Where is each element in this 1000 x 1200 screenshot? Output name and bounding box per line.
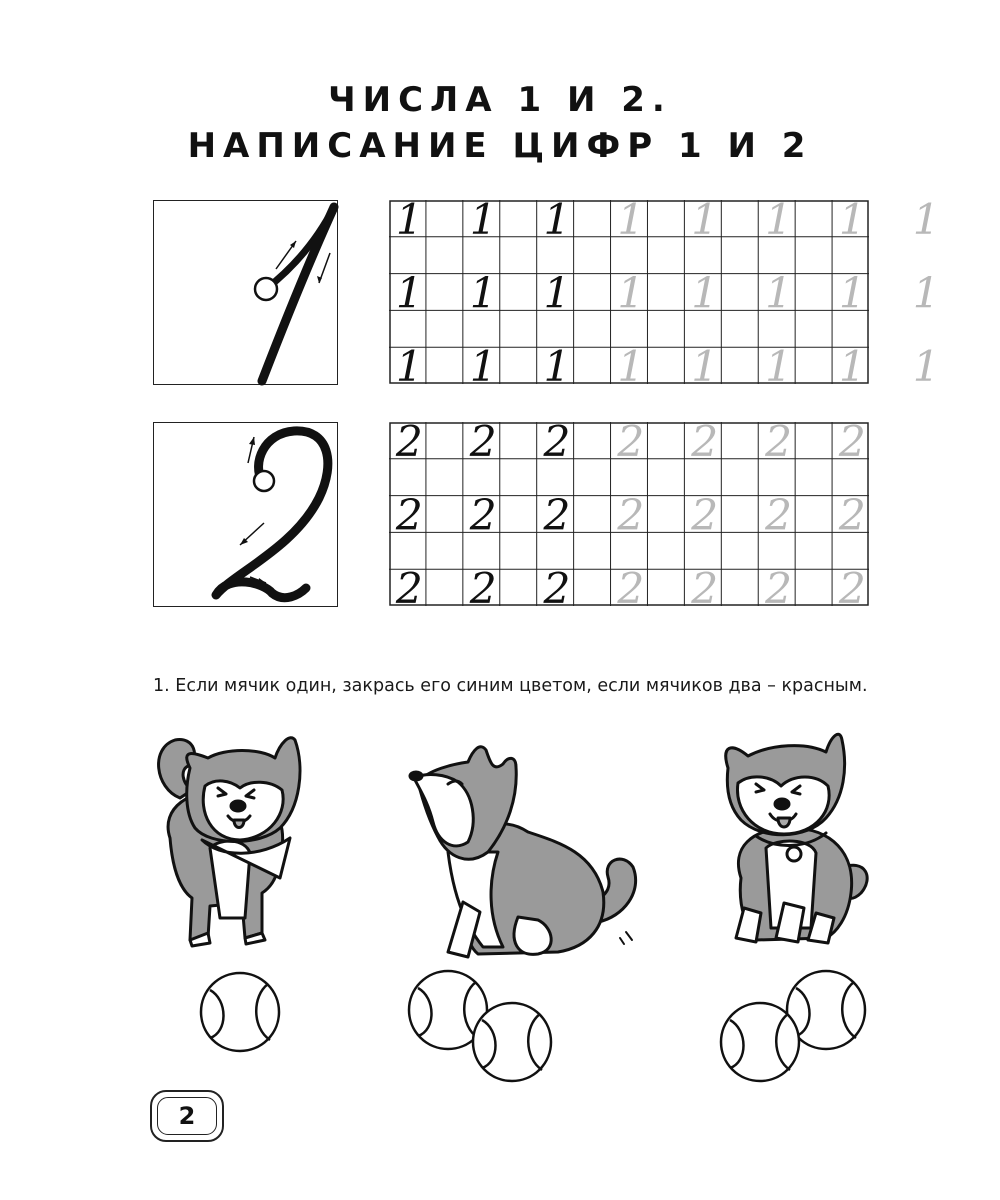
tennis-ball-icon[interactable] [718,1000,802,1084]
sample-digit: 2 [543,490,571,540]
sample-digit: 2 [469,564,497,614]
digit-two-stroke-diagram [154,423,337,606]
trace-digit: 1 [765,194,792,244]
sample-digit: 1 [543,342,571,392]
tennis-ball-icon[interactable] [198,970,282,1054]
sample-digit: 1 [395,268,423,318]
digit-two-writing-grid[interactable] [389,416,869,614]
trace-digit: 1 [691,268,719,318]
sample-digit: 2 [469,416,497,466]
page-title-line-1: ЧИСЛА 1 И 2. [328,80,672,120]
shiba-dog-standing-icon [150,728,310,950]
digit-one-model-box [153,200,338,385]
page-number-badge [150,1090,224,1142]
sample-digit: 1 [469,268,497,318]
tennis-ball-icon[interactable] [470,1000,554,1084]
sample-digit: 2 [543,416,571,466]
digit-two-model-box [153,422,338,607]
trace-digit: 1 [912,342,940,392]
trace-digit: 1 [838,268,866,318]
trace-digit: 2 [691,490,719,540]
sample-digit: 1 [469,342,497,392]
page-number: 2 [157,1097,217,1135]
trace-digit: 2 [617,490,645,540]
trace-digit: 1 [617,342,645,392]
trace-digit: 1 [765,268,792,318]
trace-digit: 2 [617,416,645,466]
shiba-dog-sitting-sniffing-icon [408,742,643,967]
shiba-dog-sitting-smiling-icon [716,728,876,953]
trace-digit: 2 [838,416,866,466]
sample-digit: 2 [395,564,423,614]
trace-digit: 1 [912,268,940,318]
sample-digit: 2 [395,416,423,466]
trace-digit: 1 [617,268,645,318]
digit-one-writing-grid[interactable] [389,194,940,392]
sample-digit: 1 [395,194,423,244]
trace-digit: 2 [691,564,719,614]
trace-digit: 2 [838,490,866,540]
trace-digit: 2 [765,416,792,466]
sample-digit: 1 [469,194,497,244]
sample-digit: 2 [543,564,571,614]
sample-digit: 2 [395,490,423,540]
trace-digit: 2 [617,564,645,614]
trace-digit: 2 [765,564,792,614]
trace-digit: 1 [838,342,866,392]
trace-digit: 2 [838,564,866,614]
sample-digit: 2 [469,490,497,540]
trace-digit: 2 [765,490,792,540]
sample-digit: 1 [543,194,571,244]
task-instruction: 1. Если мячик один, закрась его синим цветом, если мячиков два – красным. [153,676,868,696]
digit-one-stroke-diagram [154,201,337,384]
trace-digit: 1 [912,194,940,244]
trace-digit: 1 [765,342,792,392]
trace-digit: 1 [617,194,645,244]
page-title-line-2: НАПИСАНИЕ ЦИФР 1 И 2 [187,126,813,166]
trace-digit: 1 [838,194,866,244]
trace-digit: 2 [691,416,719,466]
trace-digit: 1 [691,342,719,392]
sample-digit: 1 [395,342,423,392]
trace-digit: 1 [691,194,719,244]
sample-digit: 1 [543,268,571,318]
